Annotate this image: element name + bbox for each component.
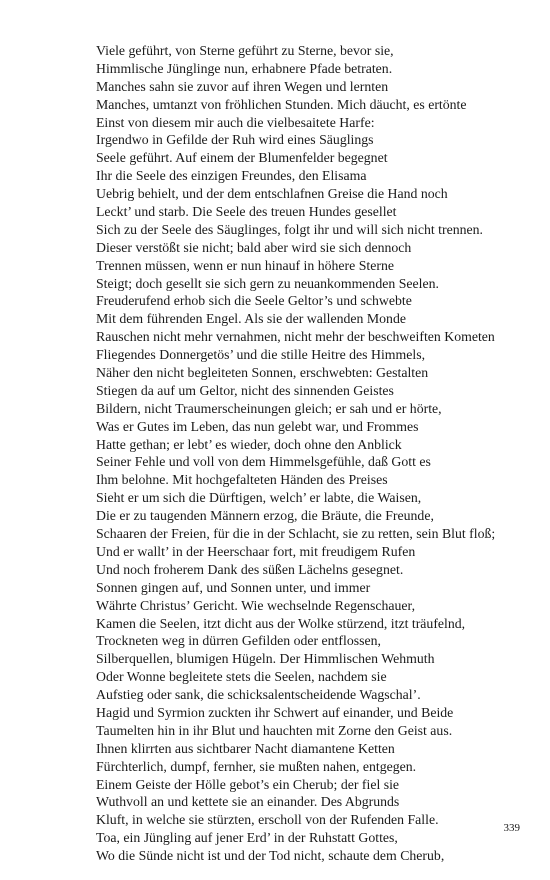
verse-line: Seele geführt. Auf einem der Blumenfelder begegnet — [96, 150, 388, 166]
verse-line: Steigt; doch gesellt sie sich gern zu neuankommenden Seelen. — [96, 275, 439, 291]
verse-line: Einem Geiste der Hölle gebot’s ein Cherub; der fiel sie — [96, 776, 400, 792]
verse-line: Ihnen klirrten aus sichtbarer Nacht diamantene Ketten — [96, 740, 395, 756]
verse-line: Taumelten hin in ihr Blut und hauchten mit Zorne den Geist aus. — [96, 722, 453, 738]
verse-line: Wuthvoll an und kettete sie an einander. Des Abgrunds — [96, 794, 400, 810]
verse-line: Kluft, in welche sie stürzten, erscholl von der Rufenden Falle. — [96, 812, 439, 828]
verse-line: Ihm belohne. Mit hochgefalteten Händen des Preises — [96, 472, 388, 488]
verse-line: Aufstieg oder sank, die schicksalentscheidende Wagschal’. — [96, 687, 421, 703]
verse-line: Hagid und Syrmion zuckten ihr Schwert auf einander, und Beide — [96, 704, 454, 720]
verse-line: Leckt’ und starb. Die Seele des treuen Hundes gesellet — [96, 204, 397, 220]
verse-line: Bildern, nicht Traumerscheinungen gleich; er sah und er hörte, — [96, 400, 442, 416]
verse-line: Stiegen da auf um Geltor, nicht des sinnenden Geistes — [96, 382, 394, 398]
verse-line: Kamen die Seelen, itzt dicht aus der Wolke stürzend, itzt träufelnd, — [96, 615, 466, 631]
verse-line: Währte Christus’ Gericht. Wie wechselnde Regenschauer, — [96, 597, 416, 613]
verse-line: Und noch froherem Dank des süßen Lächelns gesegnet. — [96, 561, 404, 577]
verse-line: Seiner Fehle und voll von dem Himmelsgefühle, daß Gott es — [96, 454, 431, 470]
verse-line: Fliegendes Donnergetös’ und die stille Heitre des Himmels, — [96, 347, 426, 363]
verse-line: Fürchterlich, dumpf, fernher, sie mußten nahen, entgegen. — [96, 758, 417, 774]
verse-line: Himmlische Jünglinge nun, erhabnere Pfade betraten. — [96, 60, 393, 76]
verse-line: Die er zu taugenden Männern erzog, die Bräute, die Freunde, — [96, 508, 434, 524]
verse-line: Sonnen gingen auf, und Sonnen unter, und immer — [96, 579, 371, 595]
verse-line: Dieser verstößt sie nicht; bald aber wird sie sich dennoch — [96, 239, 412, 255]
verse-line: Sieht er um sich die Dürftigen, welch’ er labte, die Waisen, — [96, 490, 422, 506]
verse-line: Einst von diesem mir auch die vielbesaitete Harfe: — [96, 114, 375, 130]
verse-text — [96, 42, 536, 865]
verse-line: Oder Wonne begleitete stets die Seelen, nachdem sie — [96, 669, 387, 685]
verse-line: Was er Gutes im Leben, das nun gelebt war, und Frommes — [96, 418, 419, 434]
verse-line: Manches sahn sie zuvor auf ihren Wegen und lernten — [96, 78, 389, 94]
verse-line: Ihr die Seele des einzigen Freundes, den Elisama — [96, 168, 367, 184]
verse-line: Toa, ein Jüngling auf jener Erd’ in der Ruhstatt Gottes, — [96, 830, 398, 846]
verse-line: Trennen müssen, wenn er nun hinauf in höhere Sterne — [96, 257, 394, 273]
verse-line: Mit dem führenden Engel. Als sie der wallenden Monde — [96, 311, 406, 327]
verse-line: Sich zu der Seele des Säuglinges, folgt ihr und will sich nicht trennen. — [96, 221, 483, 237]
verse-line: Schaaren der Freien, für die in der Schlacht, sie zu retten, sein Blut floß; — [96, 526, 496, 542]
verse-line: Viele geführt, von Sterne geführt zu Sterne, bevor sie, — [96, 43, 394, 58]
verse-line: Hatte gethan; er lebt’ es wieder, doch ohne den Anblick — [96, 436, 402, 452]
verse-line: Rauschen nicht mehr vernahmen, nicht mehr der beschweiften Kometen — [96, 329, 495, 345]
verse-line: Trockneten weg in dürren Gefilden oder entflossen, — [96, 633, 381, 649]
verse-line: Irgendwo in Gefilde der Ruh wird eines Säuglings — [96, 132, 374, 148]
verse-line: Manches, umtanzt von fröhlichen Stunden. Mich däucht, es ertönte — [96, 96, 467, 112]
verse-line: Und er wallt’ in der Heerschaar fort, mit freudigem Rufen — [96, 543, 416, 559]
verse-line: Freuderufend erhob sich die Seele Geltor’s und schwebte — [96, 293, 412, 309]
page-number: 339 — [503, 822, 520, 834]
verse-line: Näher den nicht begleiteten Sonnen, erschwebten: Gestalten — [96, 365, 429, 381]
verse-line: Wo die Sünde nicht ist und der Tod nicht, schaute dem Cherub, — [96, 848, 445, 864]
verse-line: Silberquellen, blumigen Hügeln. Der Himmlischen Wehmuth — [96, 651, 435, 667]
verse-line: Uebrig behielt, und der dem entschlafnen Greise die Hand noch — [96, 186, 448, 202]
